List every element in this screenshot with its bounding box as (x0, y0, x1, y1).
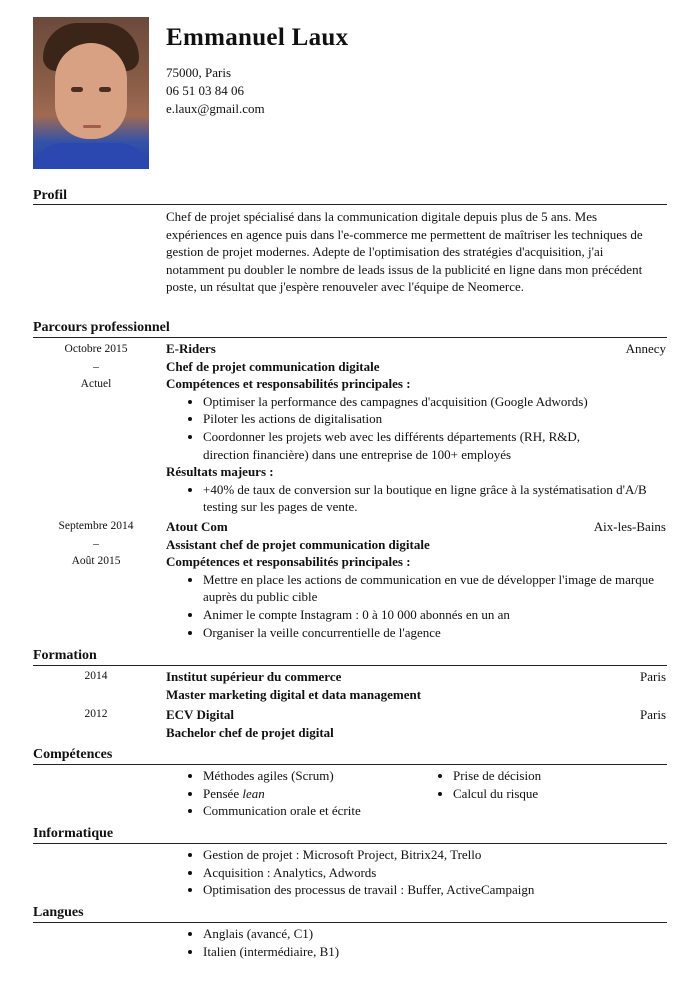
results-list (166, 481, 666, 516)
location: Paris (640, 669, 666, 684)
location: Paris (640, 707, 666, 722)
company: Atout Com (166, 519, 228, 534)
date-start: Septembre 2014 (58, 520, 134, 532)
contact-info (166, 64, 265, 118)
section-title-langues: Langues (33, 905, 84, 920)
list-item: • Italien (intermédiaire, B1) (203, 943, 666, 961)
list-item: • Optimisation des processus de travail : Buffer, ActiveCampaign (203, 881, 666, 899)
list-item: • Animer le compte Instagram : 0 à 10 000 abonnés en un an (203, 606, 666, 624)
results-title: Résultats majeurs : (166, 464, 274, 480)
date-end: Actuel (80, 378, 112, 391)
location: Aix-les-Bains (593, 519, 666, 534)
list-item: • Calcul du risque (453, 785, 666, 803)
degree: Master marketing digital et data management (166, 686, 422, 702)
date-dash: – (93, 537, 99, 550)
phone: 06 51 03 84 06 (166, 83, 244, 98)
list-item: • Prise de décision (453, 767, 666, 785)
job-1-dates (33, 341, 159, 394)
formation-2 (166, 706, 666, 741)
list-item: • Communication orale et écrite (203, 802, 416, 820)
list-item: • Anglais (avancé, C1) (203, 925, 666, 943)
formation-1 (166, 668, 666, 703)
skills-col-2 (416, 767, 666, 802)
degree: Bachelor chef de projet digital (166, 724, 334, 740)
section-divider (33, 665, 667, 666)
section-title-profil: Profil (33, 188, 67, 203)
date-dash: – (93, 360, 99, 373)
list-item: • +40% de taux de conversion sur la boutique en ligne grâce à la systématisation d'A/B testing sur les pages de vente. (203, 481, 666, 516)
profile-photo (33, 17, 149, 169)
date-start: Octobre 2015 (64, 343, 128, 355)
date-end: Août 2015 (71, 555, 121, 568)
email: e.laux@gmail.com (166, 101, 265, 116)
list-item: • Organiser la veille concurrentielle de l'agence (203, 624, 666, 642)
section-divider (33, 922, 667, 923)
list-item: • Optimiser la performance des campagnes d'acquisition (Google Adwords) (203, 393, 666, 411)
role: Chef de projet communication digitale (166, 358, 380, 374)
section-title-formation: Formation (33, 648, 97, 663)
pensee-prefix: Pensée (203, 785, 240, 801)
resp-list (166, 393, 666, 463)
section-title-competences: Compétences (33, 747, 113, 762)
list-item: • Mettre en place les actions de communication en vue de développer l'image de marque auprès du public cible (203, 571, 666, 606)
resp-title: Compétences et responsabilités principales : (166, 376, 411, 392)
job-2-dates (33, 518, 159, 571)
profil-text: Chef de projet spécialisé dans la communication digitale depuis plus de 5 ans. Mes expériences en agence puis dans l'e-commerce me permettent de maîtriser les techniques de gestion de projet modernes. Adepte de l'optimisation des stratégies d'acquisition, j'ai notamment pu doubler le nombre de leads issus de la publicité en ligne dans mon précédent poste, un résultat que j'espère renouveler avec l'équipe de Neomerce. (166, 209, 643, 295)
list-item: • Piloter les actions de digitalisation (203, 410, 666, 428)
section-divider (33, 204, 667, 205)
resp-list (166, 571, 666, 641)
school: ECV Digital (166, 707, 235, 722)
role: Assistant chef de projet communication digitale (166, 536, 430, 552)
section-divider (33, 337, 667, 338)
candidate-name: Emmanuel Laux (166, 24, 349, 51)
list-item: • Coordonner les projets web avec les différents départements (RH, R&D, direction financière) dans une entreprise de 100+ employés (203, 428, 666, 463)
location: Annecy (625, 341, 666, 356)
list-item (203, 785, 416, 803)
skills-col-1 (166, 767, 416, 820)
langues-list-block (166, 925, 666, 960)
job-1 (166, 340, 666, 516)
formation-2-year: 2012 (84, 708, 108, 720)
section-divider (33, 843, 667, 844)
section-divider (33, 764, 667, 765)
list-item: • Acquisition : Analytics, Adwords (203, 864, 666, 882)
list-item: • Gestion de projet : Microsoft Project, Bitrix24, Trello (203, 846, 666, 864)
school: Institut supérieur du commerce (166, 669, 342, 684)
informatique-list-block (166, 846, 666, 899)
job-2 (166, 518, 666, 641)
resp-title: Compétences et responsabilités principales : (166, 554, 411, 570)
pensee-italic: lean (242, 785, 265, 801)
company: E-Riders (166, 341, 216, 356)
list-item: • Méthodes agiles (Scrum) (203, 767, 416, 785)
section-title-parcours: Parcours professionnel (33, 320, 170, 335)
address: 75000, Paris (166, 65, 231, 80)
formation-1-year: 2014 (84, 670, 108, 682)
section-title-informatique: Informatique (33, 826, 114, 841)
